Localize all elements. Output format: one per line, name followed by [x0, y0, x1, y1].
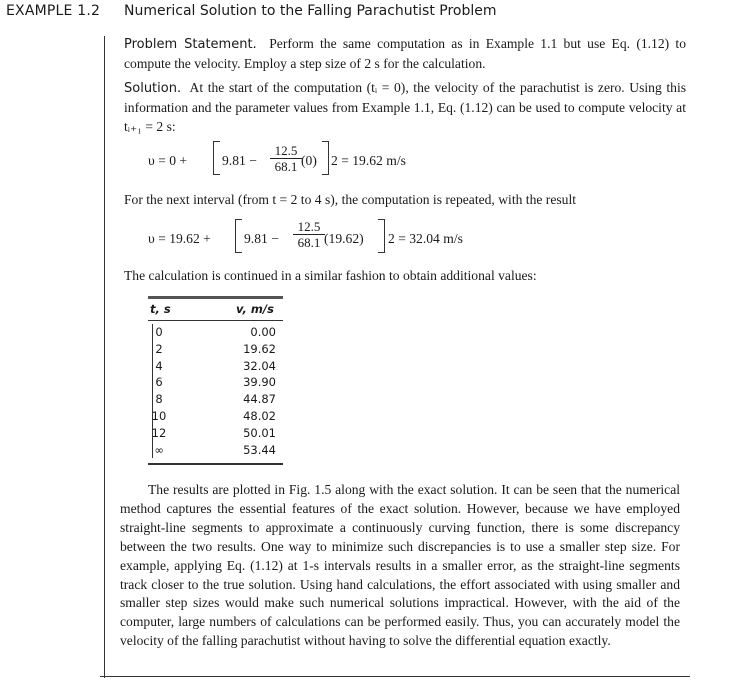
example-label: EXAMPLE 1.2	[6, 3, 101, 19]
table-cell-v: 0.00	[250, 325, 276, 339]
problem-text: Perform the same computation as in Example 1.1 but use Eq. (1.12) to compute the velocity. Employ a step size of 2 s for the calculation.	[124, 36, 686, 71]
interval-text: For the next interval (from t = 2 to 4 s), the computation is repeated, with the result	[124, 192, 576, 207]
eq2-right-bracket	[378, 219, 385, 253]
eq1-vel: (0)	[301, 153, 317, 168]
results-paragraph: The results are plotted in Fig. 1.5 along with the exact solution. It can be seen that the numerical method captures the essential features of the exact solution. However, because we have employed straight-line segments to approximate a continuously curving function, there is some discrepancy between the two results. One way to minimize such discrepancies is to use a smaller step size. For example, applying Eq. (1.12) at 1-s intervals results in a smaller error, as the straight-line segments track closer to the true solution. Using hand calculations, the effort associated with using smaller and smaller step sizes would make such numerical solutions impractical. However, with the aid of the computer, large numbers of calculations can be performed easily. Thus, you can accurately model the velocity of the falling parachutist without having to solve the differential equation exactly.	[120, 482, 680, 649]
eq2-vel: (19.62)	[324, 231, 364, 246]
table-header-rule	[148, 320, 283, 321]
table-cell-v: 48.02	[243, 409, 276, 423]
eq2-frac-den: 68.1	[297, 235, 321, 250]
table-cell-t: 6	[155, 375, 163, 390]
table-cell-v: 19.62	[243, 341, 276, 356]
table-cell-t: 0	[155, 325, 163, 339]
eq1-g: 9.81 −	[222, 153, 257, 168]
table-header-t: t, s	[150, 302, 171, 316]
bottom-rule	[100, 676, 690, 677]
table-cell-v: 39.90	[243, 375, 276, 390]
eq1-lhs: υ = 0 +	[148, 153, 188, 168]
continued-text: The calculation is continued in a similar fashion to obtain additional values:	[124, 268, 537, 283]
left-rule	[104, 36, 105, 678]
problem-lead: Problem Statement.	[124, 37, 257, 52]
eq2-lhs: υ = 19.62 +	[148, 231, 211, 246]
eq1-fraction	[270, 143, 302, 174]
table-cell-t: 8	[155, 392, 163, 407]
table-cell-t: 10	[151, 409, 167, 423]
eq1-right-bracket	[322, 141, 329, 175]
eq1-left-bracket	[213, 141, 220, 175]
table-cell-t: ∞	[154, 442, 164, 457]
eq1-rhs: 2 = 19.62 m/s	[331, 153, 406, 168]
problem-statement	[124, 34, 686, 73]
eq1-frac-num: 12.5	[270, 143, 302, 159]
table-cell-v: 44.87	[243, 392, 276, 407]
table-cell-v: 50.01	[243, 425, 276, 440]
table-bottom-rule	[148, 463, 283, 465]
eq2-left-bracket	[235, 219, 242, 253]
eq2-frac-num: 12.5	[293, 219, 325, 235]
solution-lead: Solution.	[124, 81, 182, 96]
eq2-g: 9.81 −	[244, 231, 279, 246]
eq1-frac-den: 68.1	[274, 159, 298, 174]
solution-text: At the start of the computation (tᵢ = 0), the velocity of the parachutist is zero. Using this information and the parameter values from Example 1.1, Eq. (1.12) can be used to compute velocity at tᵢ₊₁ = 2 s:	[124, 80, 687, 134]
eq2-rhs: 2 = 32.04 m/s	[388, 231, 463, 246]
table-cell-v: 32.04	[243, 358, 276, 373]
table-top-rule	[148, 296, 283, 299]
solution-paragraph	[124, 78, 686, 136]
table-cell-v: 53.44	[243, 442, 276, 457]
table-header-v: v, m/s	[236, 302, 274, 316]
example-title: Numerical Solution to the Falling Parachutist Problem	[124, 3, 497, 19]
table-cell-t: 12	[151, 425, 167, 440]
eq2-fraction	[293, 219, 325, 250]
table-cell-t: 2	[155, 341, 163, 356]
table-cell-t: 4	[155, 358, 163, 373]
